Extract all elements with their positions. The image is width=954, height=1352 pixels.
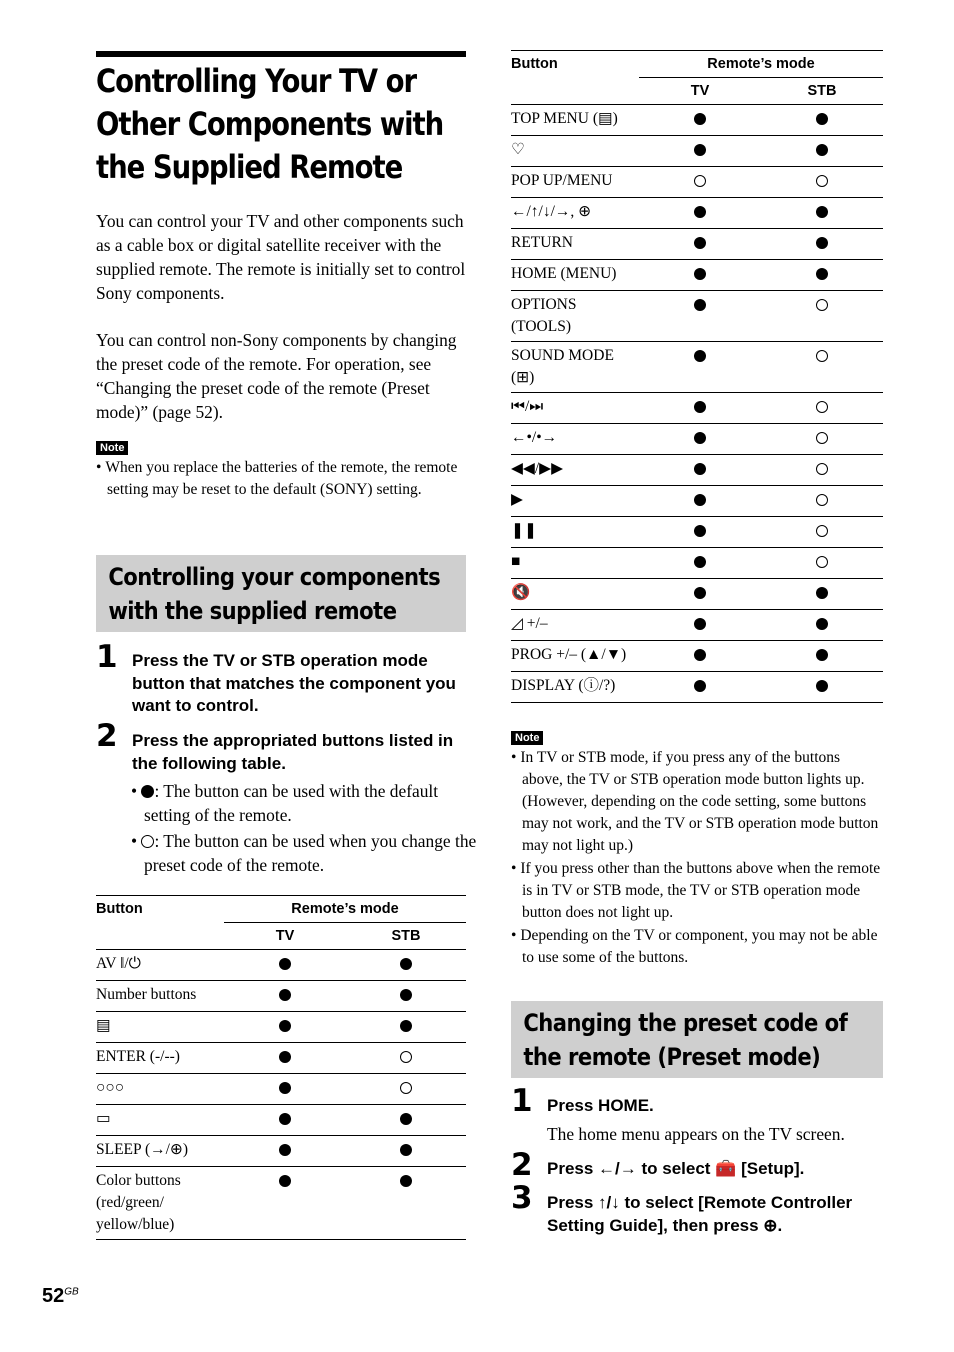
table-row — [511, 198, 883, 229]
button-label: 🔇 — [511, 584, 531, 601]
open-circle-icon — [694, 175, 706, 187]
button-label: ❚❚ — [511, 522, 537, 539]
tv-mode-cell — [639, 291, 761, 342]
tv-mode-cell — [639, 136, 761, 167]
note-body: When you replace the batteries of the remote, the remote setting may be reset to the default (SONY) setting. — [105, 459, 458, 498]
stb-mode-cell — [761, 548, 883, 579]
filled-circle-icon — [694, 618, 706, 630]
button-label: ←/↑/↓/→, ⊕ — [511, 203, 592, 220]
stb-mode-cell — [761, 610, 883, 641]
stb-mode-cell — [761, 198, 883, 229]
table-row — [511, 548, 883, 579]
section-header-controlling — [96, 555, 466, 632]
note-item: • If you press other than the buttons above when the remote is in TV or STB mode, the TV or STB operation mode button does not light up. — [511, 860, 881, 921]
stb-mode-cell — [346, 1074, 466, 1105]
filled-circle-icon — [279, 1175, 291, 1187]
tv-mode-cell — [224, 1136, 346, 1167]
button-label: ◀◀/▶▶ — [511, 460, 563, 477]
tv-mode-cell — [639, 167, 761, 198]
stb-mode-cell — [346, 1167, 466, 1240]
filled-circle-icon — [816, 649, 828, 661]
button-label: ▭ — [96, 1110, 111, 1127]
tv-mode-cell — [639, 455, 761, 486]
filled-circle-icon — [694, 587, 706, 599]
open-circle-icon — [816, 175, 828, 187]
table-row — [511, 260, 883, 291]
stb-mode-cell — [761, 342, 883, 393]
filled-circle-icon — [400, 958, 412, 970]
table-row — [511, 579, 883, 610]
filled-circle-icon — [279, 1144, 291, 1156]
tv-mode-cell — [224, 1012, 346, 1043]
page-number — [42, 1285, 79, 1308]
stb-mode-cell — [761, 393, 883, 424]
button-label: POP UP/MENU — [511, 172, 613, 189]
tv-mode-cell — [224, 1105, 346, 1136]
button-table-left — [96, 895, 466, 1240]
button-label: ▤ — [96, 1017, 111, 1034]
button-label: AV ‖/⏻ — [96, 955, 141, 972]
header-tv: TV — [690, 83, 710, 99]
filled-circle-icon — [816, 618, 828, 630]
open-circle-icon — [400, 1082, 412, 1094]
table-row — [96, 1167, 466, 1240]
table-row — [511, 455, 883, 486]
table-row — [511, 105, 883, 136]
tv-mode-cell — [639, 105, 761, 136]
stb-mode-cell — [346, 950, 466, 981]
stb-mode-cell — [346, 1136, 466, 1167]
header-button: Button — [511, 56, 558, 73]
tv-mode-cell — [639, 424, 761, 455]
title-line: the Supplied Remote — [96, 148, 403, 186]
filled-circle-icon — [400, 1175, 412, 1187]
stb-mode-cell — [761, 486, 883, 517]
open-circle-icon — [816, 350, 828, 362]
filled-circle-icon — [694, 144, 706, 156]
step-number-2: 2 — [96, 718, 118, 754]
note-item: • In TV or STB mode, if you press any of the buttons above, the TV or STB operation mode button lights up. (However, depending on the code setting, some buttons may not work, and the TV or STB operation mode button may not light up.) — [511, 749, 879, 854]
stb-mode-cell — [761, 579, 883, 610]
filled-circle-icon — [816, 113, 828, 125]
table-row — [511, 517, 883, 548]
preset-step-1: Press HOME. — [547, 1096, 654, 1115]
button-label: SOUND MODE (⊞) — [511, 347, 614, 386]
button-label: ◿ +/– — [511, 615, 548, 632]
step-2-text: Press the appropriated buttons listed in the following table. — [132, 731, 454, 773]
filled-circle-icon — [279, 989, 291, 1001]
stb-mode-cell — [761, 641, 883, 672]
stb-mode-cell — [761, 517, 883, 548]
tv-mode-cell — [639, 198, 761, 229]
header-tv: TV — [275, 928, 295, 944]
filled-circle-icon — [694, 299, 706, 311]
step-number-3: 3 — [511, 1180, 533, 1216]
tv-mode-cell — [224, 1074, 346, 1105]
tv-mode-cell — [639, 342, 761, 393]
filled-circle-icon — [694, 432, 706, 444]
table-row — [511, 291, 883, 342]
table-row — [511, 136, 883, 167]
table-row — [511, 672, 883, 703]
filled-circle-icon — [694, 206, 706, 218]
tv-mode-cell — [639, 393, 761, 424]
stb-mode-cell — [346, 1012, 466, 1043]
page-number-value: 52 — [42, 1285, 65, 1307]
filled-circle-icon — [816, 237, 828, 249]
table-row — [511, 229, 883, 260]
button-label: DISPLAY (ⓘ/?) — [511, 677, 616, 694]
tv-mode-cell — [639, 260, 761, 291]
section-title-line: Controlling your components — [108, 563, 441, 591]
filled-circle-icon — [816, 587, 828, 599]
header-stb: STB — [391, 928, 421, 944]
open-circle-icon — [816, 494, 828, 506]
legend-filled-text: : The button can be used with the default setting of the remote. — [144, 781, 439, 825]
stb-mode-cell — [346, 1043, 466, 1074]
open-circle-icon — [816, 525, 828, 537]
note-badge: Note — [511, 731, 543, 745]
note-item: • Depending on the TV or component, you may not be able to use some of the buttons. — [511, 927, 878, 966]
table-row — [96, 1136, 466, 1167]
button-label: ○○○ — [96, 1079, 125, 1096]
tv-mode-cell — [639, 548, 761, 579]
header-mode: Remote’s mode — [639, 51, 883, 78]
filled-circle-icon — [279, 1113, 291, 1125]
open-circle-icon — [816, 401, 828, 413]
step-number-1: 1 — [96, 639, 118, 675]
button-label: HOME (MENU) — [511, 265, 617, 282]
intro-paragraph-1: You can control your TV and other components such as a cable box or digital satellite receiver with the supplied remote. The remote is initially set to control Sony components. — [96, 211, 466, 303]
tv-mode-cell — [639, 486, 761, 517]
button-label: ■ — [511, 553, 521, 570]
stb-mode-cell — [761, 455, 883, 486]
button-label: ▶ — [511, 491, 523, 508]
table-row — [511, 486, 883, 517]
filled-circle-icon — [816, 206, 828, 218]
step-number-1: 1 — [511, 1083, 533, 1119]
stb-mode-cell — [761, 672, 883, 703]
filled-circle-icon — [279, 1051, 291, 1063]
stb-mode-cell — [761, 229, 883, 260]
filled-circle-icon — [694, 463, 706, 475]
filled-circle-icon — [816, 268, 828, 280]
section-title-line: with the supplied remote — [108, 597, 397, 625]
filled-circle-icon — [694, 556, 706, 568]
filled-circle-icon — [694, 268, 706, 280]
legend-filled: • : The button can be used with the default setting of the remote. — [131, 781, 439, 825]
tv-mode-cell — [224, 950, 346, 981]
open-circle-icon — [816, 463, 828, 475]
step-number-2: 2 — [511, 1147, 533, 1183]
open-circle-icon — [141, 835, 154, 848]
filled-circle-icon — [694, 525, 706, 537]
filled-circle-icon — [279, 958, 291, 970]
stb-mode-cell — [761, 136, 883, 167]
button-label: PROG +/– (▲/▼) — [511, 646, 627, 663]
table-row — [96, 981, 466, 1012]
table-row — [511, 342, 883, 393]
button-label: RETURN — [511, 234, 573, 251]
section-title-line: Changing the preset code of — [523, 1009, 848, 1037]
note-badge: Note — [96, 441, 128, 455]
header-mode: Remote’s mode — [224, 896, 466, 923]
table-row — [96, 1043, 466, 1074]
note-body: In TV or STB mode, if you press any of the buttons above, the TV or STB operation mode button lights up. (However, depending on the code setting, some buttons may not work, and the TV or STB operation mode button may not light up.) — [520, 749, 879, 854]
open-circle-icon — [400, 1051, 412, 1063]
button-table-right — [511, 50, 883, 703]
filled-circle-icon — [400, 1113, 412, 1125]
stb-mode-cell — [761, 260, 883, 291]
filled-circle-icon — [141, 785, 154, 798]
stb-mode-cell — [761, 167, 883, 198]
table-row — [511, 167, 883, 198]
table-row — [96, 1105, 466, 1136]
button-label: ⏮/⏭ — [511, 398, 544, 415]
button-label: ENTER (-/--) — [96, 1048, 180, 1065]
title-line: Other Components with — [96, 105, 444, 143]
button-label: OPTIONS (TOOLS) — [511, 296, 577, 335]
title-line: Controlling Your TV or — [96, 62, 416, 100]
stb-mode-cell — [346, 981, 466, 1012]
table-row — [96, 950, 466, 981]
page-title — [96, 60, 444, 189]
stb-mode-cell — [761, 424, 883, 455]
tv-mode-cell — [224, 1043, 346, 1074]
button-label: ♡ — [511, 141, 525, 158]
table-row — [511, 641, 883, 672]
filled-circle-icon — [694, 237, 706, 249]
tv-mode-cell — [639, 517, 761, 548]
table-row — [96, 1074, 466, 1105]
filled-circle-icon — [400, 1144, 412, 1156]
open-circle-icon — [816, 299, 828, 311]
preset-step-2: Press ←/→ to select 🧰 [Setup]. — [547, 1159, 805, 1178]
preset-step-1-sub: The home menu appears on the TV screen. — [547, 1124, 845, 1144]
filled-circle-icon — [400, 989, 412, 1001]
tv-mode-cell — [639, 229, 761, 260]
filled-circle-icon — [279, 1020, 291, 1032]
tv-mode-cell — [224, 1167, 346, 1240]
table-row — [511, 424, 883, 455]
section-title-line: the remote (Preset mode) — [523, 1043, 821, 1071]
intro-paragraph-2: You can control non-Sony components by changing the preset code of the remote. For operation, see “Changing the preset code of the remote (Preset mode)” (page 52). — [96, 330, 457, 422]
filled-circle-icon — [694, 401, 706, 413]
tv-mode-cell — [639, 672, 761, 703]
table-row — [511, 610, 883, 641]
stb-mode-cell — [761, 105, 883, 136]
table-row — [511, 393, 883, 424]
preset-step-3: Press ↑/↓ to select [Remote Controller Setting Guide], then press ⊕. — [547, 1193, 853, 1235]
header-button: Button — [96, 901, 143, 918]
legend-open: • : The button can be used when you change the preset code of the remote. — [131, 831, 477, 875]
button-label: Number buttons — [96, 986, 197, 1003]
filled-circle-icon — [694, 680, 706, 692]
filled-circle-icon — [694, 350, 706, 362]
note-body: Depending on the TV or component, you may not be able to use some of the buttons. — [520, 927, 878, 966]
legend-open-text: : The button can be used when you change the preset code of the remote. — [144, 831, 477, 875]
stb-mode-cell — [761, 291, 883, 342]
button-label: TOP MENU (▤) — [511, 110, 618, 127]
table-row — [96, 1012, 466, 1043]
tv-mode-cell — [224, 981, 346, 1012]
title-rule — [96, 51, 466, 57]
filled-circle-icon — [694, 494, 706, 506]
open-circle-icon — [816, 432, 828, 444]
button-label: Color buttons (red/green/ yellow/blue) — [96, 1172, 181, 1233]
filled-circle-icon — [816, 144, 828, 156]
step-1-text: Press the TV or STB operation mode button that matches the component you want to control. — [132, 651, 456, 715]
button-label: SLEEP (→/⊕) — [96, 1141, 189, 1158]
button-label: ←•/•→ — [511, 429, 558, 446]
filled-circle-icon — [816, 680, 828, 692]
filled-circle-icon — [694, 113, 706, 125]
section-header-preset — [511, 1001, 883, 1078]
stb-mode-cell — [346, 1105, 466, 1136]
note-text: • When you replace the batteries of the remote, the remote setting may be reset to the default (SONY) setting. — [96, 459, 458, 498]
tv-mode-cell — [639, 610, 761, 641]
header-stb: STB — [807, 83, 837, 99]
tv-mode-cell — [639, 641, 761, 672]
page-suffix: GB — [64, 1286, 79, 1298]
filled-circle-icon — [694, 649, 706, 661]
filled-circle-icon — [400, 1020, 412, 1032]
tv-mode-cell — [639, 579, 761, 610]
filled-circle-icon — [279, 1082, 291, 1094]
note-body: If you press other than the buttons above when the remote is in TV or STB mode, the TV or STB operation mode button does not light up. — [520, 860, 881, 921]
open-circle-icon — [816, 556, 828, 568]
notes-list — [511, 747, 883, 969]
